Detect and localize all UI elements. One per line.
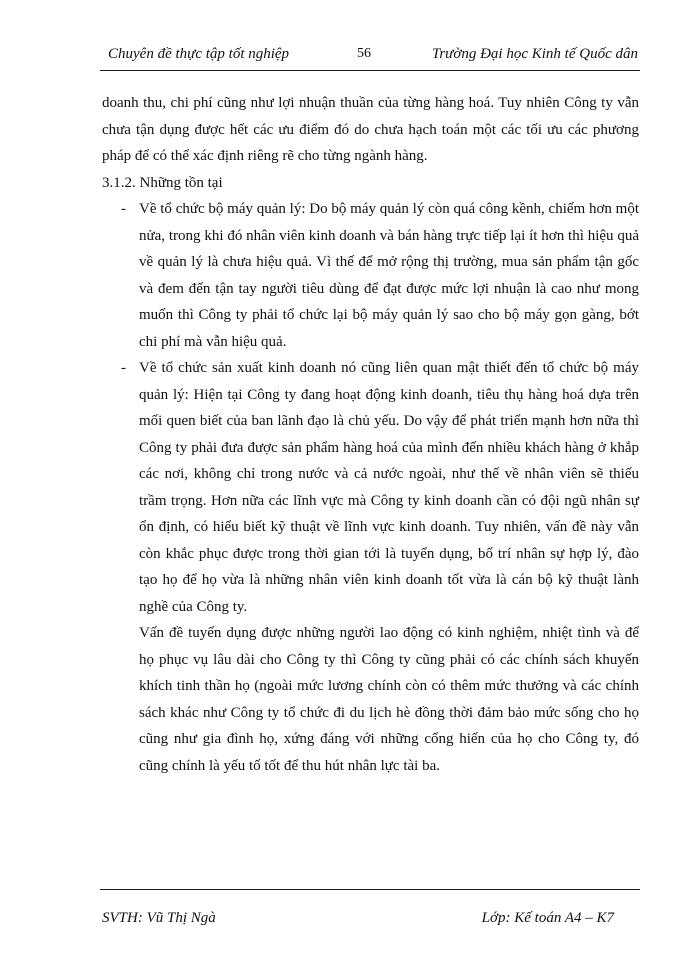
bullet-text: Về tổ chức bộ máy quản lý: Do bộ máy quản lý còn quá công kềnh, chiếm hơn một nửa, trong khi đó nhân viên kinh doanh và bán hàng trực tiếp lại ít hơn thì hiệu quả về quản lý là chưa hiệu quả. Vì thế để mở rộng thị trường, mua sản phẩm tận gốc và đem đến tận tay người tiêu dùng để đạt được mức lợi nhuận là cao như mong muốn thì Công ty phải tổ chức lại bộ máy quản lý sao cho bộ máy gọn gàng, bớt chi phí mà vẫn hiệu quả. xyxy=(139,201,639,350)
footer-class: Lớp: Kế toán A4 – K7 xyxy=(481,910,614,926)
section-heading: 3.1.2. Những tồn tại xyxy=(102,174,223,191)
intro-paragraph: doanh thu, chi phí cũng như lợi nhuận thuần của từng hàng hoá. Tuy nhiên Công ty vẫn chưa tận dụng được hết các ưu điểm đó do chưa hạch toán một các tối ưu các phương pháp để có thể xác định riêng rẽ cho từng ngành hàng. xyxy=(102,95,639,164)
bullet-item xyxy=(102,196,639,355)
page-header xyxy=(100,40,640,71)
bullet-marker: - xyxy=(121,201,126,217)
bullet-text: Về tổ chức sản xuất kinh doanh nó cũng liên quan mật thiết đến tổ chức bộ máy quản lý: Hiện tại Công ty đang hoạt động kinh doanh, tiêu thụ hàng hoá dựa trên mối quen biết của ban lãnh đạo là chủ yếu. Do vậy để phát triển mạnh hơn nữa thì Công ty phải đưa được sản phẩm hàng hoá của mình đến nhiều khách hàng ở khắp các nơi, không chỉ trong nước và cả nước ngoài, như thế về nhân viên sẽ thiếu trầm trọng. Hơn nữa các lĩnh vực mà Công ty kinh doanh cần có đội ngũ nhân sự ổn định, có hiểu biết kỹ thuật về lĩnh vực kinh doanh. Tuy nhiên, vấn đề này vẫn còn khắc phục được trong thời gian tới là tuyển dụng, bố trí nhân sự hợp lý, đào tạo họ để họ vừa là những nhân viên kinh doanh tốt vừa là cán bộ kỹ thuật lành nghề của Công ty. xyxy=(139,360,639,615)
document-body xyxy=(102,90,639,779)
closing-paragraph: Vấn đề tuyển dụng được những người lao động có kinh nghiệm, nhiệt tình và để họ phục vụ lâu dài cho Công ty thì Công ty cũng phải có các chính sách khuyến khích tinh thần họ (ngoài mức lương chính còn có thêm mức thưởng và các chính sách khác như Công ty tổ chức đi du lịch hè đồng thời đảm bảo mức sống cho họ cũng như gia đình họ, xứng đáng với những cống hiến của họ cho Công ty, đó cũng chính là yếu tố tốt để thu hút nhân lực tài ba. xyxy=(139,625,639,774)
footer-student: SVTH: Vũ Thị Ngà xyxy=(102,910,216,926)
page-number: 56 xyxy=(357,46,371,61)
bullet-marker: - xyxy=(121,360,126,376)
bullet-item xyxy=(102,355,639,620)
page-footer xyxy=(100,889,640,930)
header-institution: Trường Đại học Kinh tế Quốc dân xyxy=(431,46,638,62)
header-title: Chuyên đề thực tập tốt nghiệp xyxy=(108,46,290,62)
